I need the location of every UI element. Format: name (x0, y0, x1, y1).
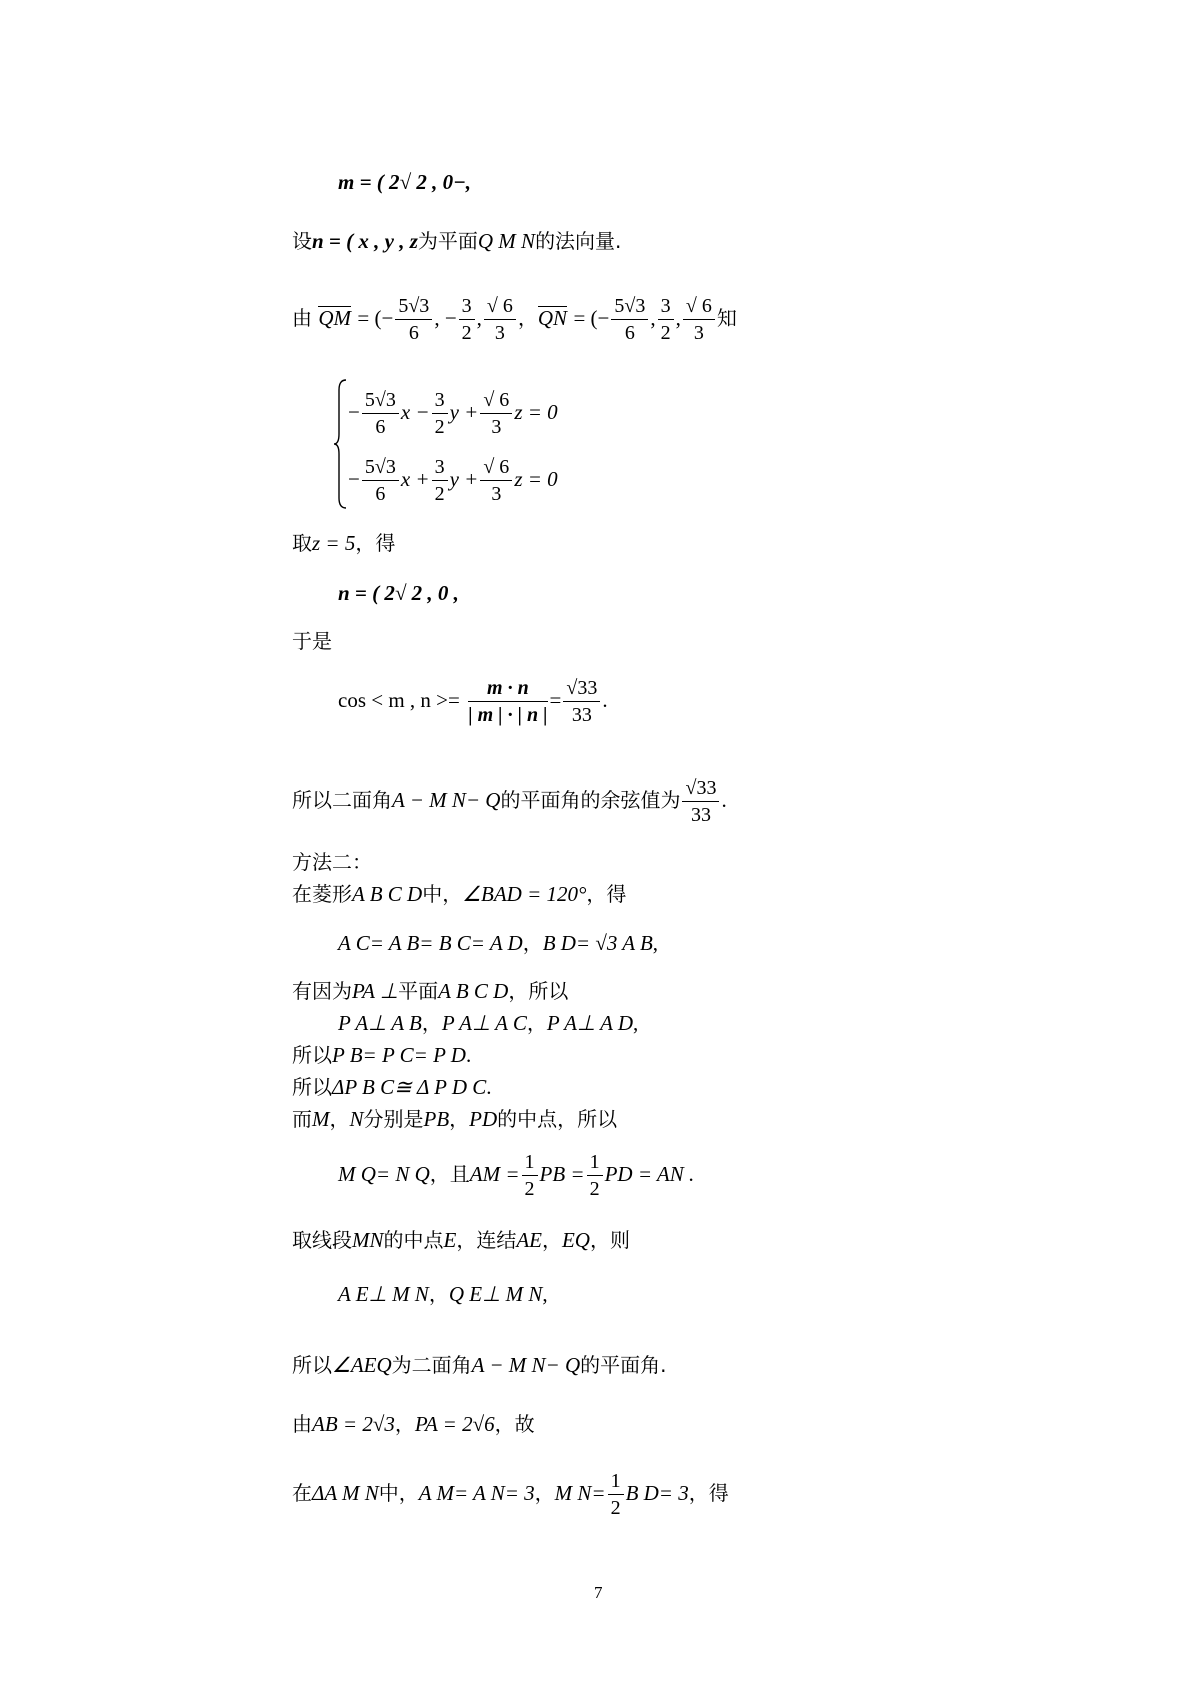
cos-fraction (468, 678, 547, 725)
fraction-denominator: 6 (624, 322, 635, 344)
pa-perp-ab: P A⊥ A B (338, 1011, 422, 1035)
vector-qm: QM (318, 306, 352, 330)
separator: ， (394, 1412, 415, 1436)
mq-eq-nq: M Q= N Q (338, 1162, 430, 1186)
result-fraction (563, 678, 600, 725)
term-z: z = 0 (514, 467, 558, 491)
term-x: x + (400, 467, 430, 491)
vector-m-expr: m = ( 2√ 2 , 0−, (338, 170, 472, 194)
pa-perp: PA ⊥ (352, 979, 399, 1003)
text-qu: 取 (292, 531, 312, 555)
equal-sides: A C= A B= B C= A D (338, 931, 523, 955)
text-de: ，得 (355, 531, 396, 555)
text-you: 由 (292, 306, 312, 330)
fraction-numerator: √ 6 (480, 457, 512, 481)
fraction-numerator: √33 (563, 678, 600, 702)
system-equation-1 (348, 390, 558, 437)
fraction-numerator: 1 (608, 1471, 624, 1495)
fraction-denominator: 2 (524, 1178, 535, 1200)
am-an-length: A M= A N= 3 (418, 1481, 535, 1505)
plane-abcd: A B C D (438, 979, 509, 1003)
period: . (486, 1075, 492, 1099)
text-zai: 在 (292, 1481, 312, 1505)
bd-eq: B D= 3 (625, 1481, 689, 1505)
z-value: z = 5 (312, 531, 356, 555)
text-suoyi: 所以 (292, 1075, 332, 1099)
fraction-numerator: √ 6 (683, 296, 715, 320)
fraction-numerator: √ 6 (480, 390, 512, 414)
system-brace (333, 378, 349, 510)
text-she: 设 (292, 229, 312, 253)
fraction-denominator: 2 (589, 1178, 600, 1200)
fraction (362, 390, 399, 437)
separator: ， (517, 306, 538, 330)
pb-eq: PB = (539, 1162, 585, 1186)
cos-expression: cos < m , n >= (338, 688, 460, 712)
text-midpoint: 的中点 (383, 1228, 444, 1252)
text-suoyi: ，所以 (508, 979, 569, 1003)
vectors-qm-qn-line (292, 296, 737, 343)
text-midpoint: 的中点，所以 (497, 1107, 618, 1131)
plane-qmn: Q M N (477, 229, 536, 253)
minus-sign: − (348, 400, 360, 424)
fraction-numerator: 5√3 (362, 390, 399, 414)
bd-length: B D= √3 A B (542, 931, 653, 955)
vector-n-expr: n = ( 2√ 2 , 0 , (338, 581, 459, 605)
side-lengths-line (338, 933, 658, 954)
period: . (721, 788, 727, 812)
angle-bad: ∠BAD = 120° (462, 882, 587, 906)
take-z-line (292, 533, 395, 554)
separator: ， (526, 1011, 547, 1035)
vector-qn: QN (537, 306, 568, 330)
perpendiculars-line (338, 1013, 638, 1034)
fraction-denominator: 6 (375, 416, 386, 438)
text-suoyi: 所以二面角 (292, 788, 392, 812)
text-zhong: 中， (378, 1481, 419, 1505)
fraction-numerator: 3 (459, 296, 475, 320)
angle-aeq: ∠AEQ (332, 1353, 392, 1377)
term-x: x − (400, 400, 430, 424)
equals: = (549, 688, 562, 712)
triangle-congruence: ΔP B C≅ Δ P D C (332, 1075, 487, 1099)
text-yushi: 于是 (292, 629, 332, 653)
text-plane-angle: 的平面角. (580, 1353, 667, 1377)
separator: ， (449, 1107, 470, 1131)
dihedral-conclusion-line (292, 778, 727, 825)
term-z: z = 0 (514, 400, 558, 424)
plane-angle-line (292, 1355, 666, 1376)
separator: ， (534, 1481, 555, 1505)
fraction-denominator: 2 (610, 1497, 621, 1519)
fraction-qn-z (683, 296, 715, 343)
fraction-numerator: 5√3 (362, 457, 399, 481)
mq-nq-line (338, 1152, 694, 1199)
pa-length: PA = 2√6 (414, 1412, 495, 1436)
text-suoyi: 所以 (292, 1353, 332, 1377)
half-fraction (608, 1471, 624, 1518)
fraction (362, 457, 399, 504)
fraction-numerator: 1 (587, 1152, 603, 1176)
eq-open-2: = (− (573, 306, 610, 330)
segment-eq: EQ (561, 1228, 590, 1252)
fraction-denominator: 6 (375, 483, 386, 505)
text-rhombus: 在菱形 (292, 882, 352, 906)
separator: , (633, 1011, 639, 1035)
fraction-denominator: 2 (660, 322, 671, 344)
fraction-denominator: 3 (693, 322, 704, 344)
fraction-numerator: 3 (658, 296, 674, 320)
text-er: 而 (292, 1107, 312, 1131)
page-number: 7 (594, 1583, 603, 1602)
text-you: 由 (292, 1412, 312, 1436)
text-gu: ，故 (494, 1412, 535, 1436)
minus-sign: − (348, 467, 360, 491)
segment-ae: AE (516, 1228, 542, 1252)
pa-perp-line (292, 981, 568, 1002)
cos-formula-line (338, 678, 608, 725)
fraction-numerator: m · n (468, 678, 547, 702)
midpoint-e-line (292, 1230, 630, 1251)
text-dihedral: 为二面角 (391, 1353, 472, 1377)
fraction (432, 390, 448, 437)
separator: , (650, 306, 656, 330)
dihedral-angle: A − M N− Q (392, 788, 501, 812)
fraction-qn-y (658, 296, 674, 343)
fraction-denominator: 33 (690, 804, 711, 826)
fraction (432, 457, 448, 504)
text-zhi: 知 (716, 306, 737, 330)
text-plane: 为平面 (417, 229, 478, 253)
text-cosine: 的平面角的余弦值为 (500, 788, 681, 812)
half-fraction (522, 1152, 538, 1199)
vector-n-line (338, 583, 459, 604)
fraction-numerator: 5√3 (611, 296, 648, 320)
vector-m-line (338, 172, 471, 193)
fraction-denominator: 2 (434, 483, 445, 505)
fraction-numerator: 5√3 (395, 296, 432, 320)
rhombus-line (292, 884, 626, 905)
system-equation-2 (348, 457, 558, 504)
segment-mn: MN (352, 1228, 384, 1252)
pb-pc-pd: P B= P C= P D (332, 1043, 466, 1067)
fraction-numerator: 3 (432, 457, 448, 481)
period: . (602, 688, 608, 712)
separator: , (542, 1282, 548, 1306)
method-two-heading (292, 852, 372, 872)
point-n: N (349, 1107, 364, 1131)
ab-length: AB = 2√3 (312, 1412, 395, 1436)
separator: , − (434, 306, 457, 330)
text-de: ，得 (586, 882, 627, 906)
equal-edges-line (292, 1045, 471, 1066)
term-y: y + (449, 467, 479, 491)
text-lianjie: ，连结 (456, 1228, 517, 1252)
fraction-denominator: 3 (491, 483, 502, 505)
pd-eq-an: PD = AN . (604, 1162, 695, 1186)
fraction (480, 390, 512, 437)
fraction-denominator: 2 (461, 322, 472, 344)
pa-perp-ad: P A⊥ A D (546, 1011, 634, 1035)
eq-open-1: = (− (357, 306, 394, 330)
fraction-qm-y (459, 296, 475, 343)
yushi-line (292, 631, 332, 651)
fraction-denominator: 6 (408, 322, 419, 344)
qe-perp-mn: Q E⊥ M N (448, 1282, 543, 1306)
text-suoyi: 所以 (292, 1043, 332, 1067)
normal-vector-intro (292, 231, 621, 252)
text-quxianduan: 取线段 (292, 1228, 352, 1252)
text-method-two: 方法二： (292, 850, 372, 874)
fraction-qm-x (395, 296, 432, 343)
separator: , (652, 931, 659, 955)
text-fenbieshi: 分别是 (363, 1107, 424, 1131)
fraction-denominator: 3 (494, 322, 505, 344)
separator: ， (541, 1228, 562, 1252)
period: . (465, 1043, 472, 1067)
fraction-denominator: 33 (571, 704, 592, 726)
text-zhong: 中， (422, 882, 463, 906)
pa-perp-ac: P A⊥ A C (441, 1011, 527, 1035)
fraction-denominator: 3 (491, 416, 502, 438)
segment-pd: PD (469, 1107, 498, 1131)
fraction-denominator: | m | · | n | (468, 704, 548, 726)
midpoints-line (292, 1109, 617, 1130)
fraction-numerator: √ 6 (484, 296, 516, 320)
separator: ， (329, 1107, 350, 1131)
triangle-amn: ΔA M N (312, 1481, 379, 1505)
separator: ， (522, 931, 543, 955)
point-m: M (312, 1107, 330, 1131)
ae-qe-perp-line (338, 1284, 548, 1305)
triangle-amn-line (292, 1471, 729, 1518)
vector-n-def: n = ( x , y , z (312, 229, 418, 253)
segment-pb: PB (423, 1107, 450, 1131)
text-normal-vector: 的法向量. (535, 229, 622, 253)
fraction-numerator: 3 (432, 390, 448, 414)
fraction-qm-z (484, 296, 516, 343)
text-plane: 平面 (398, 979, 439, 1003)
separator: ， (428, 1282, 449, 1306)
fraction-numerator: 1 (522, 1152, 538, 1176)
congruence-line (292, 1077, 492, 1098)
text-de: ，得 (688, 1481, 729, 1505)
mn-eq: M N= (554, 1481, 606, 1505)
cosine-fraction (682, 778, 719, 825)
am-eq: AM = (469, 1162, 520, 1186)
text-qie: ，且 (429, 1162, 470, 1186)
fraction-qn-x (611, 296, 648, 343)
point-e: E (443, 1228, 457, 1252)
given-lengths-line (292, 1414, 535, 1435)
fraction (480, 457, 512, 504)
half-fraction (587, 1152, 603, 1199)
term-y: y + (449, 400, 479, 424)
rhombus-abcd: A B C D (352, 882, 423, 906)
text-youyinwei: 有因为 (292, 979, 352, 1003)
separator: ， (421, 1011, 442, 1035)
dihedral-angle: A − M N− Q (471, 1353, 581, 1377)
separator: , (675, 306, 681, 330)
fraction-denominator: 2 (434, 416, 445, 438)
separator: , (476, 306, 482, 330)
ae-perp-mn: A E⊥ M N (338, 1282, 429, 1306)
text-ze: ，则 (589, 1228, 630, 1252)
fraction-numerator: √33 (682, 778, 719, 802)
